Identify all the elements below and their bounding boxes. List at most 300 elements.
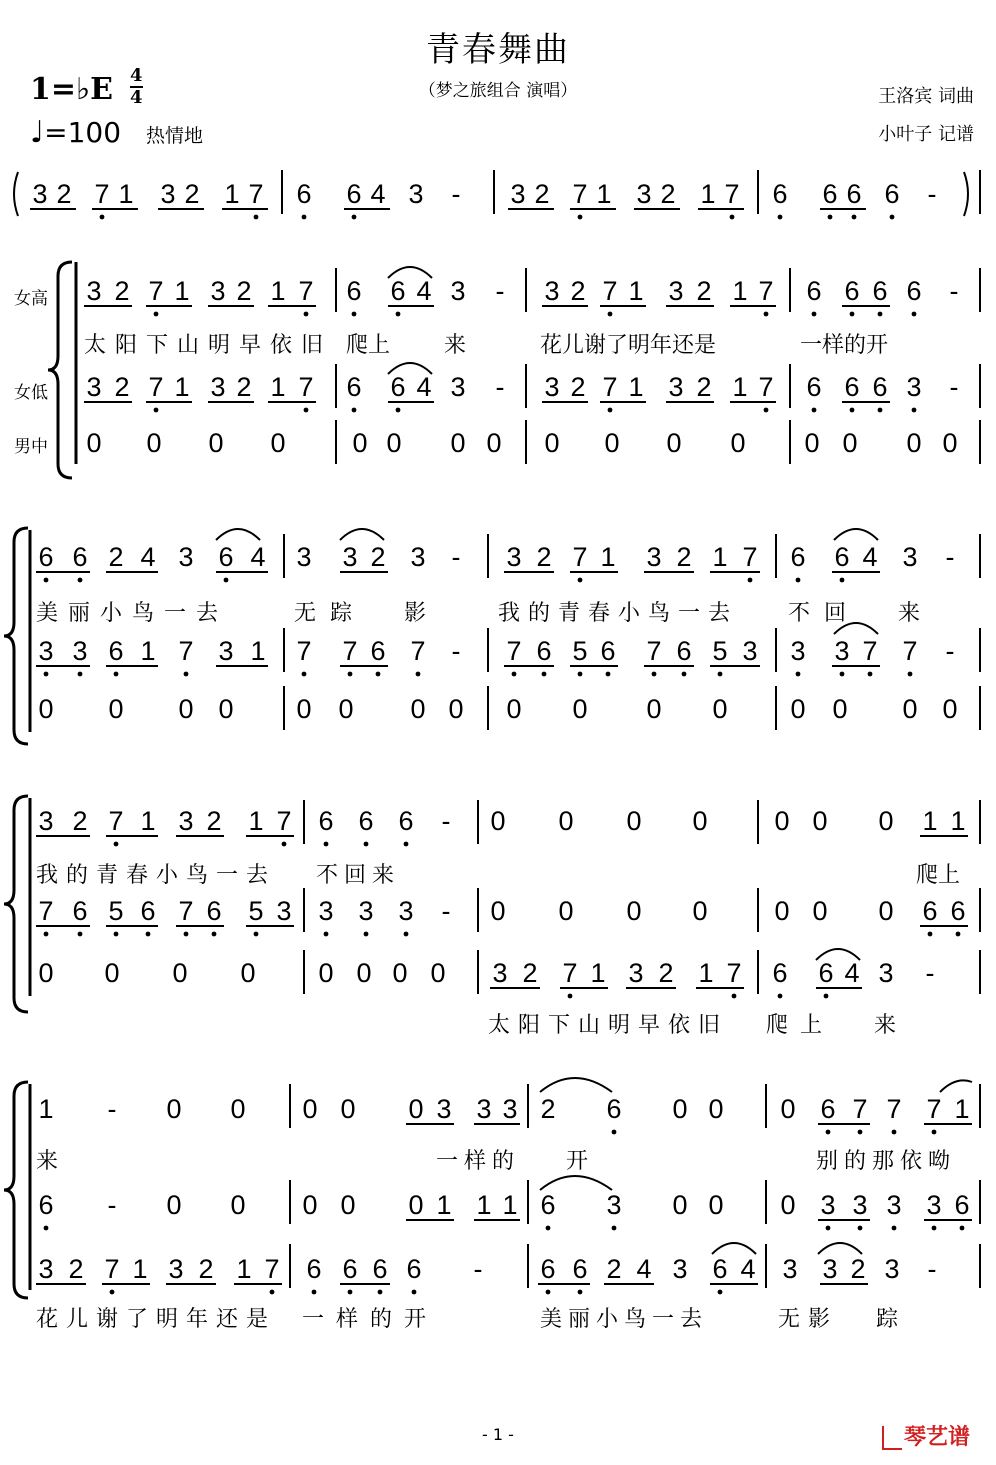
- low-octave-dot: [404, 842, 409, 847]
- note-numeral: 0: [804, 428, 820, 458]
- note-numeral: 6: [820, 1094, 836, 1124]
- note-numeral: 6: [772, 179, 788, 209]
- note-numeral: 0: [356, 958, 372, 988]
- time-signature: 4 4: [130, 65, 143, 108]
- note-numeral: 5: [712, 636, 728, 666]
- note-numeral: 0: [790, 694, 806, 724]
- note-numeral: 6: [346, 179, 362, 209]
- note-numeral: 0: [448, 694, 464, 724]
- note-numeral: 6: [872, 372, 888, 402]
- low-octave-dot: [608, 312, 613, 317]
- low-octave-dot: [878, 312, 883, 317]
- low-octave-dot: [352, 215, 357, 220]
- low-octave-dot: [324, 842, 329, 847]
- note-numeral: 2: [658, 958, 674, 988]
- low-octave-dot: [378, 1290, 383, 1295]
- site-logo: 琴艺谱: [882, 1420, 970, 1451]
- low-octave-dot: [858, 1130, 863, 1135]
- note-numeral: 6: [398, 806, 414, 836]
- low-octave-dot: [606, 672, 611, 677]
- note-numeral: 2: [198, 1254, 214, 1284]
- low-octave-dot: [352, 408, 357, 413]
- low-octave-dot: [824, 994, 829, 999]
- note-numeral: 3: [38, 806, 54, 836]
- low-octave-dot: [416, 672, 421, 677]
- lyric-line: 爬上: [916, 863, 961, 888]
- note-numeral: 7: [94, 179, 110, 209]
- note-numeral: -: [495, 276, 505, 306]
- note-numeral: 0: [708, 1094, 724, 1124]
- note-numeral: 3: [398, 896, 414, 926]
- low-octave-dot: [44, 578, 49, 583]
- note-numeral: 0: [166, 1190, 182, 1220]
- low-octave-dot: [154, 312, 159, 317]
- note-numeral: 3: [822, 1254, 838, 1284]
- note-numeral: 4: [416, 276, 432, 306]
- low-octave-dot: [912, 408, 917, 413]
- note-numeral: 6: [790, 542, 806, 572]
- low-octave-dot: [612, 1130, 617, 1135]
- note-numeral: 2: [184, 179, 200, 209]
- low-octave-dot: [184, 672, 189, 677]
- note-numeral: 1: [38, 1094, 54, 1124]
- note-numeral: 0: [450, 428, 466, 458]
- note-numeral: 4: [862, 542, 878, 572]
- note-numeral: 0: [338, 694, 354, 724]
- note-numeral: 6: [844, 276, 860, 306]
- note-numeral: 0: [672, 1190, 688, 1220]
- note-numeral: 0: [386, 428, 402, 458]
- low-octave-dot: [154, 408, 159, 413]
- low-octave-dot: [324, 932, 329, 937]
- note-numeral: 6: [38, 1190, 54, 1220]
- low-octave-dot: [114, 842, 119, 847]
- note-numeral: 2: [536, 542, 552, 572]
- note-numeral: 0: [302, 1190, 318, 1220]
- low-octave-dot: [352, 312, 357, 317]
- note-numeral: 5: [572, 636, 588, 666]
- note-numeral: 7: [148, 276, 164, 306]
- note-numeral: 3: [510, 179, 526, 209]
- lyric-line: 不回: [788, 601, 861, 626]
- low-octave-dot: [912, 312, 917, 317]
- note-numeral: 7: [276, 806, 292, 836]
- note-numeral: 7: [248, 179, 264, 209]
- lyric-line: 开: [566, 1149, 589, 1174]
- lyric-line: 我的青春小鸟一去: [36, 863, 277, 888]
- note-numeral: 6: [822, 179, 838, 209]
- low-octave-dot: [878, 408, 883, 413]
- note-numeral: 6: [906, 276, 922, 306]
- note-numeral: 2: [236, 276, 252, 306]
- note-numeral: -: [451, 542, 461, 572]
- low-octave-dot: [568, 994, 573, 999]
- low-octave-dot: [840, 672, 845, 677]
- note-numeral: 6: [72, 542, 88, 572]
- note-numeral: 0: [86, 428, 102, 458]
- note-numeral: 0: [878, 806, 894, 836]
- note-numeral: 1: [248, 806, 264, 836]
- note-numeral: 7: [38, 896, 54, 926]
- note-numeral: 3: [902, 542, 918, 572]
- note-numeral: 2: [114, 276, 130, 306]
- note-numeral: 1: [140, 806, 156, 836]
- note-numeral: 2: [676, 542, 692, 572]
- note-numeral: 6: [358, 806, 374, 836]
- note-numeral: 1: [174, 276, 190, 306]
- note-numeral: 6: [834, 542, 850, 572]
- note-numeral: 7: [572, 542, 588, 572]
- note-numeral: 0: [230, 1190, 246, 1220]
- note-numeral: 3: [878, 958, 894, 988]
- note-numeral: -: [945, 542, 955, 572]
- note-numeral: 6: [872, 276, 888, 306]
- low-octave-dot: [890, 215, 895, 220]
- note-numeral: 0: [812, 806, 828, 836]
- low-octave-dot: [114, 932, 119, 937]
- note-numeral: 3: [502, 1094, 518, 1124]
- low-octave-dot: [212, 932, 217, 937]
- note-numeral: 7: [852, 1094, 868, 1124]
- note-numeral: 7: [758, 372, 774, 402]
- note-numeral: 1: [476, 1190, 492, 1220]
- note-numeral: 3: [450, 372, 466, 402]
- note-numeral: 3: [668, 372, 684, 402]
- note-numeral: 2: [522, 958, 538, 988]
- note-numeral: 0: [490, 896, 506, 926]
- note-numeral: 0: [430, 958, 446, 988]
- note-numeral: 3: [86, 372, 102, 402]
- note-numeral: 3: [782, 1254, 798, 1284]
- note-numeral: 0: [730, 428, 746, 458]
- note-numeral: 2: [850, 1254, 866, 1284]
- note-numeral: 6: [306, 1254, 322, 1284]
- low-octave-dot: [612, 1226, 617, 1231]
- low-octave-dot: [302, 672, 307, 677]
- quarter-note-icon: ♩: [30, 115, 45, 150]
- note-numeral: 0: [506, 694, 522, 724]
- note-numeral: 1: [698, 958, 714, 988]
- note-numeral: 3: [210, 372, 226, 402]
- note-numeral: 2: [534, 179, 550, 209]
- note-numeral: 0: [490, 806, 506, 836]
- note-numeral: 2: [696, 276, 712, 306]
- note-numeral: 3: [436, 1094, 452, 1124]
- low-octave-dot: [812, 312, 817, 317]
- note-numeral: 0: [352, 428, 368, 458]
- note-numeral: 0: [902, 694, 918, 724]
- note-numeral: 7: [264, 1254, 280, 1284]
- lyric-line: 一样的开: [800, 333, 889, 358]
- note-numeral: -: [949, 372, 959, 402]
- note-numeral: 3: [820, 1190, 836, 1220]
- note-numeral: 3: [672, 1254, 688, 1284]
- low-octave-dot: [858, 1226, 863, 1231]
- lyric-line: 来: [36, 1149, 59, 1174]
- lyric-line: 太阳下山明早依旧: [488, 1013, 729, 1038]
- note-numeral: 2: [56, 179, 72, 209]
- low-octave-dot: [44, 672, 49, 677]
- note-numeral: 0: [486, 428, 502, 458]
- note-numeral: -: [473, 1254, 483, 1284]
- note-numeral: 6: [406, 1254, 422, 1284]
- note-numeral: 1: [236, 1254, 252, 1284]
- note-numeral: 1: [270, 276, 286, 306]
- note-numeral: 0: [626, 806, 642, 836]
- note-numeral: 0: [410, 694, 426, 724]
- note-numeral: 6: [296, 179, 312, 209]
- note-numeral: 3: [318, 896, 334, 926]
- low-octave-dot: [682, 672, 687, 677]
- low-octave-dot: [652, 672, 657, 677]
- low-octave-dot: [718, 1290, 723, 1295]
- note-numeral: 2: [72, 806, 88, 836]
- low-octave-dot: [44, 932, 49, 937]
- lyric-line: 不回来: [316, 863, 401, 888]
- note-numeral: 1: [250, 636, 266, 666]
- note-numeral: 2: [660, 179, 676, 209]
- note-numeral: 0: [108, 694, 124, 724]
- note-numeral: 0: [558, 896, 574, 926]
- note-numeral: -: [107, 1094, 117, 1124]
- note-numeral: 6: [712, 1254, 728, 1284]
- note-numeral: 0: [104, 958, 120, 988]
- note-numeral: 7: [506, 636, 522, 666]
- low-octave-dot: [796, 578, 801, 583]
- voice-label-male: 男中: [14, 437, 48, 457]
- note-numeral: 3: [38, 636, 54, 666]
- low-octave-dot: [376, 672, 381, 677]
- note-numeral: 6: [218, 542, 234, 572]
- note-numeral: 6: [844, 372, 860, 402]
- low-octave-dot: [282, 842, 287, 847]
- page-number: - 1 -: [482, 1425, 514, 1444]
- note-numeral: 6: [206, 896, 222, 926]
- note-numeral: 4: [250, 542, 266, 572]
- note-numeral: 6: [390, 372, 406, 402]
- low-octave-dot: [578, 215, 583, 220]
- low-octave-dot: [778, 215, 783, 220]
- note-numeral: 3: [358, 896, 374, 926]
- note-numeral: 1: [140, 636, 156, 666]
- expression-mark: 热情地: [146, 125, 204, 147]
- voice-label-alto: 女低: [14, 383, 48, 403]
- low-octave-dot: [348, 1290, 353, 1295]
- note-numeral: 0: [296, 694, 312, 724]
- note-numeral: 3: [178, 542, 194, 572]
- note-numeral: 3: [342, 542, 358, 572]
- note-numeral: 7: [410, 636, 426, 666]
- note-numeral: 5: [108, 896, 124, 926]
- note-numeral: -: [451, 636, 461, 666]
- note-numeral: 0: [302, 1094, 318, 1124]
- note-numeral: 3: [296, 542, 312, 572]
- note-numeral: 1: [950, 806, 966, 836]
- note-numeral: 0: [318, 958, 334, 988]
- note-numeral: 0: [692, 806, 708, 836]
- low-octave-dot: [304, 408, 309, 413]
- lyric-line: 来: [874, 1013, 897, 1038]
- note-numeral: 6: [140, 896, 156, 926]
- note-numeral: 6: [954, 1190, 970, 1220]
- key-signature: 1=♭E: [30, 72, 114, 107]
- note-numeral: 1: [732, 372, 748, 402]
- note-numeral: 0: [408, 1190, 424, 1220]
- note-numeral: 7: [758, 276, 774, 306]
- note-numeral: 7: [148, 372, 164, 402]
- note-numeral: 3: [926, 1190, 942, 1220]
- note-numeral: 0: [146, 428, 162, 458]
- note-numeral: 3: [218, 636, 234, 666]
- lyric-line: 花儿谢了明年还是: [540, 333, 717, 358]
- note-numeral: 4: [140, 542, 156, 572]
- note-numeral: 0: [666, 428, 682, 458]
- note-numeral: 6: [108, 636, 124, 666]
- note-numeral: 2: [606, 1254, 622, 1284]
- note-numeral: -: [451, 179, 461, 209]
- low-octave-dot: [412, 1290, 417, 1295]
- low-octave-dot: [578, 578, 583, 583]
- note-numeral: 1: [700, 179, 716, 209]
- note-numeral: 0: [270, 428, 286, 458]
- note-numeral: 4: [636, 1254, 652, 1284]
- note-numeral: 0: [166, 1094, 182, 1124]
- note-numeral: 3: [544, 372, 560, 402]
- note-numeral: -: [925, 958, 935, 988]
- note-numeral: 3: [742, 636, 758, 666]
- note-numeral: 4: [416, 372, 432, 402]
- lyric-line: 花儿谢了明年还是: [36, 1307, 277, 1332]
- note-numeral: -: [949, 276, 959, 306]
- lyric-line: 别的那依呦: [816, 1149, 957, 1174]
- note-numeral: 6: [606, 1094, 622, 1124]
- note-numeral: 7: [602, 372, 618, 402]
- note-numeral: 6: [950, 896, 966, 926]
- note-numeral: 0: [572, 694, 588, 724]
- note-numeral: -: [441, 806, 451, 836]
- low-octave-dot: [578, 672, 583, 677]
- note-numeral: 7: [646, 636, 662, 666]
- note-numeral: -: [945, 636, 955, 666]
- low-octave-dot: [110, 1290, 115, 1295]
- note-numeral: 0: [38, 694, 54, 724]
- note-numeral: 0: [672, 1094, 688, 1124]
- low-octave-dot: [892, 1226, 897, 1231]
- note-numeral: 7: [104, 1254, 120, 1284]
- low-octave-dot: [868, 672, 873, 677]
- note-numeral: 3: [834, 636, 850, 666]
- note-numeral: 7: [342, 636, 358, 666]
- note-numeral: 0: [38, 958, 54, 988]
- note-numeral: 0: [878, 896, 894, 926]
- low-octave-dot: [852, 215, 857, 220]
- note-numeral: -: [441, 896, 451, 926]
- note-numeral: 0: [178, 694, 194, 724]
- low-octave-dot: [270, 1290, 275, 1295]
- note-numeral: 7: [298, 372, 314, 402]
- note-numeral: 1: [600, 542, 616, 572]
- lyric-line: 影: [404, 601, 427, 626]
- note-numeral: 6: [884, 179, 900, 209]
- note-numeral: 3: [276, 896, 292, 926]
- performer-subtitle: （梦之旅组合 演唱）: [418, 81, 578, 101]
- low-octave-dot: [364, 932, 369, 937]
- note-numeral: 3: [790, 636, 806, 666]
- low-octave-dot: [254, 215, 259, 220]
- lyric-line: 无影: [778, 1307, 839, 1332]
- low-octave-dot: [892, 1130, 897, 1135]
- note-numeral: 0: [172, 958, 188, 988]
- note-numeral: 0: [218, 694, 234, 724]
- note-numeral: 0: [604, 428, 620, 458]
- low-octave-dot: [312, 1290, 317, 1295]
- note-numeral: 2: [370, 542, 386, 572]
- note-numeral: 6: [806, 372, 822, 402]
- note-numeral: 2: [696, 372, 712, 402]
- note-numeral: 0: [842, 428, 858, 458]
- low-octave-dot: [850, 312, 855, 317]
- note-numeral: 0: [832, 694, 848, 724]
- note-numeral: 3: [38, 1254, 54, 1284]
- note-numeral: 7: [108, 806, 124, 836]
- note-numeral: 0: [208, 428, 224, 458]
- low-octave-dot: [826, 1226, 831, 1231]
- lyric-line: 我的青春小鸟一去: [498, 601, 739, 626]
- note-numeral: 3: [32, 179, 48, 209]
- low-octave-dot: [254, 932, 259, 937]
- note-numeral: 6: [772, 958, 788, 988]
- note-numeral: 6: [346, 372, 362, 402]
- note-numeral: 0: [544, 428, 560, 458]
- low-octave-dot: [850, 408, 855, 413]
- note-numeral: -: [927, 1254, 937, 1284]
- note-numeral: 1: [712, 542, 728, 572]
- low-octave-dot: [546, 1290, 551, 1295]
- lyric-line: 一样的: [436, 1149, 521, 1174]
- note-numeral: 6: [372, 1254, 388, 1284]
- note-numeral: 7: [726, 958, 742, 988]
- low-octave-dot: [764, 312, 769, 317]
- note-numeral: 0: [340, 1094, 356, 1124]
- note-numeral: 0: [780, 1190, 796, 1220]
- note-numeral: 1: [132, 1254, 148, 1284]
- low-octave-dot: [546, 1226, 551, 1231]
- low-octave-dot: [608, 408, 613, 413]
- low-octave-dot: [718, 672, 723, 677]
- low-octave-dot: [78, 672, 83, 677]
- note-numeral: 5: [248, 896, 264, 926]
- low-octave-dot: [908, 672, 913, 677]
- note-numeral: 2: [540, 1094, 556, 1124]
- low-octave-dot: [512, 672, 517, 677]
- note-numeral: 1: [502, 1190, 518, 1220]
- note-numeral: 6: [342, 1254, 358, 1284]
- note-numeral: 0: [906, 428, 922, 458]
- note-numeral: 3: [628, 958, 644, 988]
- note-numeral: 2: [68, 1254, 84, 1284]
- note-numeral: 1: [224, 179, 240, 209]
- note-numeral: 0: [774, 896, 790, 926]
- low-octave-dot: [44, 1226, 49, 1231]
- note-numeral: 6: [346, 276, 362, 306]
- note-numeral: 3: [492, 958, 508, 988]
- note-numeral: 3: [668, 276, 684, 306]
- low-octave-dot: [956, 932, 961, 937]
- low-octave-dot: [100, 215, 105, 220]
- lyric-line: 来: [898, 601, 921, 626]
- note-numeral: 2: [236, 372, 252, 402]
- lyric-line: 爬上: [346, 333, 391, 358]
